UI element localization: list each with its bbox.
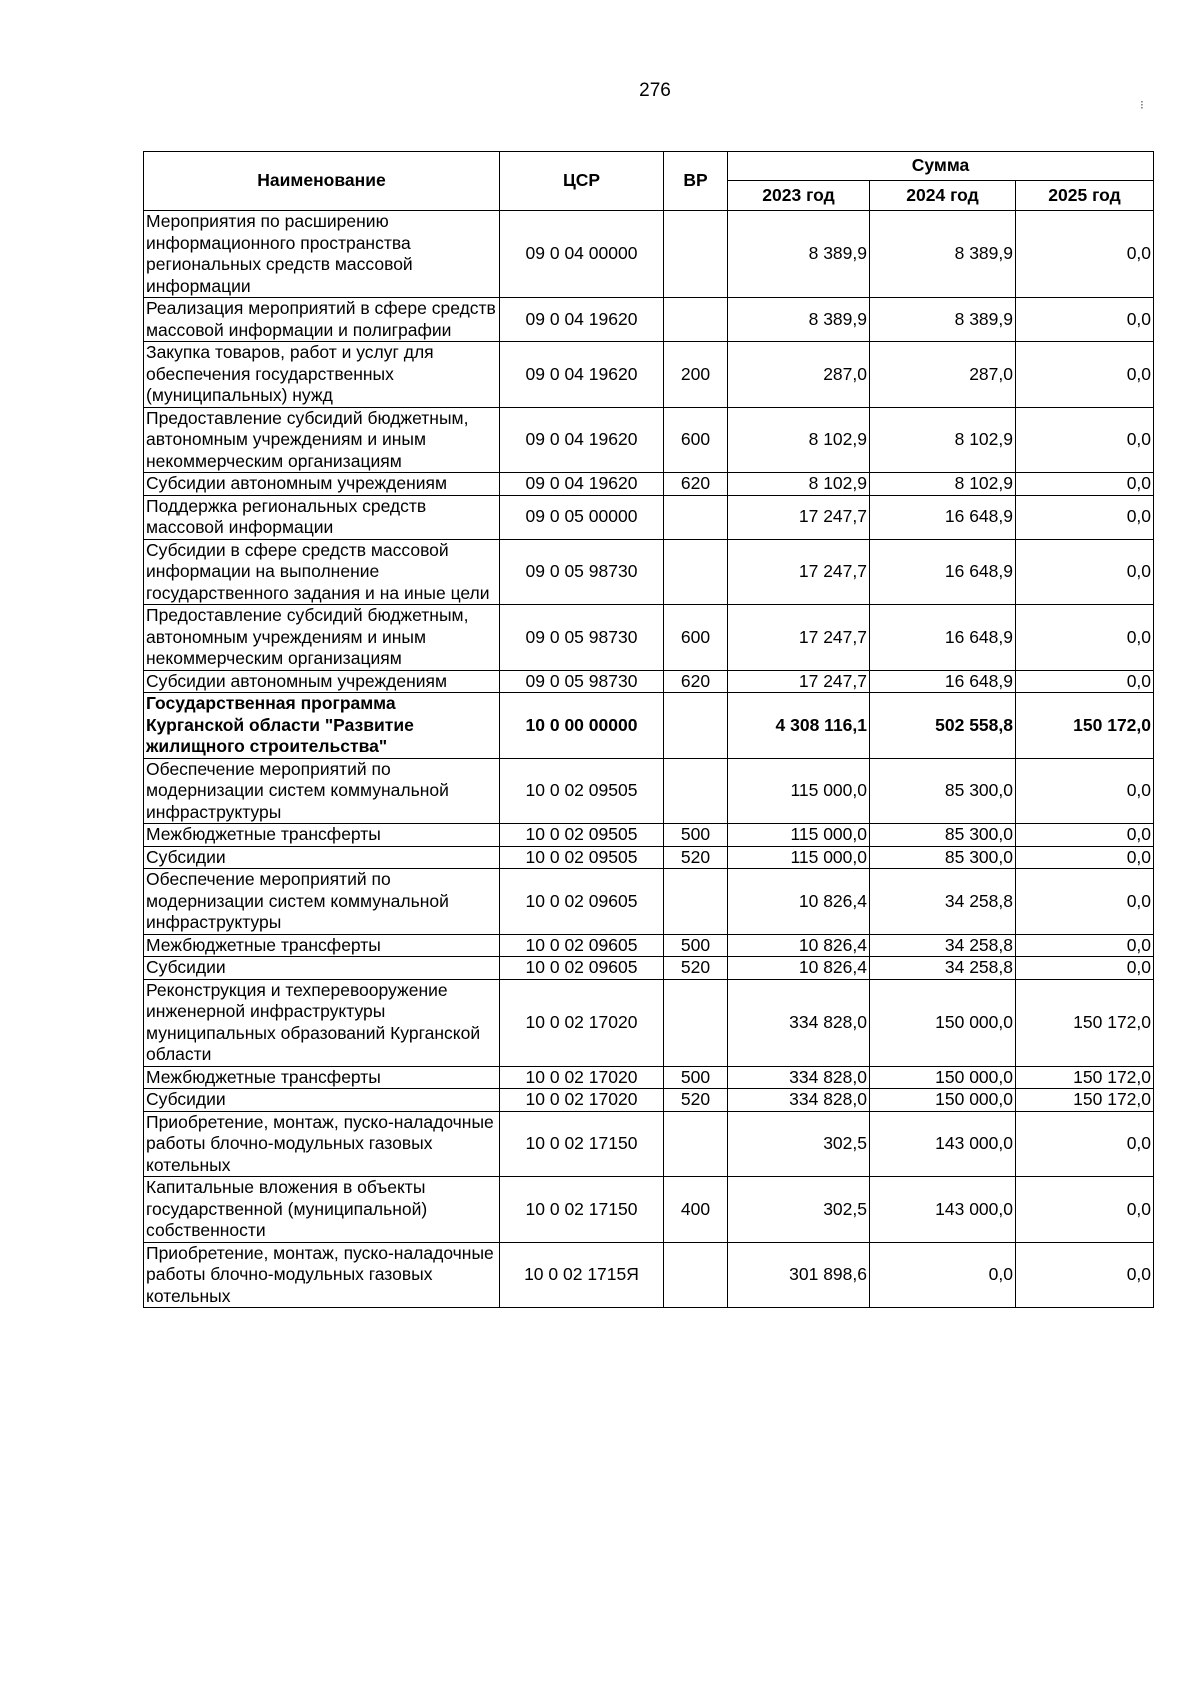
table-row	[144, 407, 1154, 473]
row-vr: 500	[664, 934, 728, 957]
row-amount-2024: 8 389,9	[870, 211, 1016, 298]
row-amount-2025: 150 172,0	[1016, 693, 1154, 759]
row-csr: 10 0 02 09505	[500, 824, 664, 847]
row-name: Межбюджетные трансферты	[144, 934, 500, 957]
row-vr	[664, 693, 728, 759]
row-amount-2023: 334 828,0	[728, 1089, 870, 1112]
row-csr: 09 0 05 00000	[500, 495, 664, 539]
scan-speck: ⁝	[1140, 98, 1144, 112]
row-name: Субсидии	[144, 1089, 500, 1112]
row-csr: 09 0 04 19620	[500, 473, 664, 496]
header-year-2025: 2025 год	[1016, 181, 1154, 211]
row-amount-2023: 17 247,7	[728, 495, 870, 539]
row-amount-2025: 0,0	[1016, 824, 1154, 847]
row-amount-2024: 8 102,9	[870, 407, 1016, 473]
row-amount-2024: 143 000,0	[870, 1111, 1016, 1177]
table-row	[144, 957, 1154, 980]
row-vr: 620	[664, 670, 728, 693]
table-row	[144, 1089, 1154, 1112]
table-row	[144, 693, 1154, 759]
row-name: Государственная программа Курганской области "Развитие жилищного строительства"	[144, 693, 500, 759]
table-row	[144, 1111, 1154, 1177]
row-amount-2023: 10 826,4	[728, 934, 870, 957]
row-amount-2023: 115 000,0	[728, 758, 870, 824]
row-csr: 10 0 02 17020	[500, 1066, 664, 1089]
row-amount-2025: 0,0	[1016, 758, 1154, 824]
row-name: Приобретение, монтаж, пуско-наладочные работы блочно-модульных газовых котельных	[144, 1242, 500, 1308]
table-row	[144, 605, 1154, 671]
table-row	[144, 869, 1154, 935]
row-amount-2025: 0,0	[1016, 869, 1154, 935]
row-vr: 600	[664, 407, 728, 473]
table-row	[144, 670, 1154, 693]
row-name: Реконструкция и техперевооружение инженерной инфраструктуры муниципальных образований Курганской области	[144, 979, 500, 1066]
row-amount-2024: 16 648,9	[870, 539, 1016, 605]
row-amount-2025: 0,0	[1016, 1242, 1154, 1308]
row-amount-2023: 115 000,0	[728, 846, 870, 869]
row-vr: 520	[664, 1089, 728, 1112]
row-csr: 10 0 02 17150	[500, 1177, 664, 1243]
row-name: Реализация мероприятий в сфере средств массовой информации и полиграфии	[144, 298, 500, 342]
row-amount-2023: 8 389,9	[728, 298, 870, 342]
row-vr: 520	[664, 957, 728, 980]
row-amount-2024: 34 258,8	[870, 869, 1016, 935]
row-csr: 10 0 02 09605	[500, 934, 664, 957]
row-amount-2024: 16 648,9	[870, 670, 1016, 693]
header-vr: ВР	[664, 152, 728, 211]
row-vr	[664, 495, 728, 539]
row-vr	[664, 298, 728, 342]
table-row	[144, 211, 1154, 298]
table-row	[144, 473, 1154, 496]
row-name: Субсидии	[144, 846, 500, 869]
row-amount-2024: 8 389,9	[870, 298, 1016, 342]
table-row	[144, 758, 1154, 824]
row-amount-2023: 17 247,7	[728, 539, 870, 605]
row-vr: 400	[664, 1177, 728, 1243]
row-amount-2023: 287,0	[728, 342, 870, 408]
row-amount-2023: 8 102,9	[728, 473, 870, 496]
row-csr: 10 0 02 09505	[500, 846, 664, 869]
row-name: Предоставление субсидий бюджетным, автономным учреждениям и иным некоммерческим организациям	[144, 407, 500, 473]
row-csr: 09 0 05 98730	[500, 539, 664, 605]
row-amount-2023: 334 828,0	[728, 979, 870, 1066]
row-amount-2025: 0,0	[1016, 407, 1154, 473]
budget-table	[143, 151, 1154, 1308]
row-vr: 500	[664, 824, 728, 847]
table-row	[144, 298, 1154, 342]
row-amount-2024: 16 648,9	[870, 495, 1016, 539]
row-amount-2025: 0,0	[1016, 495, 1154, 539]
row-amount-2025: 0,0	[1016, 1111, 1154, 1177]
row-csr: 10 0 02 09605	[500, 957, 664, 980]
row-amount-2023: 8 102,9	[728, 407, 870, 473]
row-name: Межбюджетные трансферты	[144, 824, 500, 847]
row-amount-2025: 0,0	[1016, 605, 1154, 671]
row-vr	[664, 1242, 728, 1308]
row-amount-2023: 17 247,7	[728, 605, 870, 671]
row-csr: 09 0 05 98730	[500, 605, 664, 671]
row-csr: 10 0 02 17150	[500, 1111, 664, 1177]
header-name: Наименование	[144, 152, 500, 211]
table-row	[144, 495, 1154, 539]
row-vr: 200	[664, 342, 728, 408]
row-amount-2025: 150 172,0	[1016, 979, 1154, 1066]
row-amount-2025: 150 172,0	[1016, 1066, 1154, 1089]
row-amount-2023: 334 828,0	[728, 1066, 870, 1089]
row-name: Приобретение, монтаж, пуско-наладочные работы блочно-модульных газовых котельных	[144, 1111, 500, 1177]
row-amount-2024: 85 300,0	[870, 824, 1016, 847]
row-amount-2023: 302,5	[728, 1177, 870, 1243]
row-amount-2025: 0,0	[1016, 846, 1154, 869]
table-row	[144, 342, 1154, 408]
row-amount-2024: 150 000,0	[870, 1089, 1016, 1112]
row-csr: 09 0 04 00000	[500, 211, 664, 298]
row-amount-2023: 17 247,7	[728, 670, 870, 693]
table-row	[144, 539, 1154, 605]
row-csr: 09 0 05 98730	[500, 670, 664, 693]
row-vr	[664, 1111, 728, 1177]
row-vr: 620	[664, 473, 728, 496]
row-csr: 10 0 00 00000	[500, 693, 664, 759]
row-csr: 10 0 02 17020	[500, 979, 664, 1066]
row-amount-2025: 0,0	[1016, 342, 1154, 408]
row-amount-2024: 85 300,0	[870, 846, 1016, 869]
row-amount-2024: 143 000,0	[870, 1177, 1016, 1243]
row-amount-2023: 8 389,9	[728, 211, 870, 298]
row-name: Предоставление субсидий бюджетным, автономным учреждениям и иным некоммерческим организациям	[144, 605, 500, 671]
row-amount-2025: 0,0	[1016, 670, 1154, 693]
page-number: 276	[639, 80, 671, 101]
row-vr	[664, 211, 728, 298]
row-name: Мероприятия по расширению информационного пространства региональных средств массовой информации	[144, 211, 500, 298]
row-amount-2023: 115 000,0	[728, 824, 870, 847]
table-row	[144, 824, 1154, 847]
row-name: Субсидии автономным учреждениям	[144, 473, 500, 496]
row-name: Субсидии в сфере средств массовой информации на выполнение государственного задания и на иные цели	[144, 539, 500, 605]
row-amount-2025: 150 172,0	[1016, 1089, 1154, 1112]
row-amount-2024: 150 000,0	[870, 979, 1016, 1066]
row-vr: 500	[664, 1066, 728, 1089]
row-name: Закупка товаров, работ и услуг для обеспечения государственных (муниципальных) нужд	[144, 342, 500, 408]
table-body	[144, 211, 1154, 1308]
row-amount-2025: 0,0	[1016, 1177, 1154, 1243]
row-vr	[664, 869, 728, 935]
row-csr: 10 0 02 17020	[500, 1089, 664, 1112]
row-name: Обеспечение мероприятий по модернизации систем коммунальной инфраструктуры	[144, 869, 500, 935]
table-row	[144, 979, 1154, 1066]
row-csr: 09 0 04 19620	[500, 298, 664, 342]
row-amount-2024: 34 258,8	[870, 934, 1016, 957]
row-amount-2024: 8 102,9	[870, 473, 1016, 496]
row-amount-2024: 502 558,8	[870, 693, 1016, 759]
row-name: Межбюджетные трансферты	[144, 1066, 500, 1089]
row-name: Капитальные вложения в объекты государственной (муниципальной) собственности	[144, 1177, 500, 1243]
row-amount-2025: 0,0	[1016, 473, 1154, 496]
row-amount-2023: 302,5	[728, 1111, 870, 1177]
row-amount-2023: 10 826,4	[728, 957, 870, 980]
header-csr: ЦСР	[500, 152, 664, 211]
row-csr: 09 0 04 19620	[500, 407, 664, 473]
header-sum: Сумма	[728, 152, 1154, 181]
row-amount-2024: 287,0	[870, 342, 1016, 408]
row-vr: 520	[664, 846, 728, 869]
row-amount-2025: 0,0	[1016, 934, 1154, 957]
row-amount-2024: 0,0	[870, 1242, 1016, 1308]
table-row	[144, 846, 1154, 869]
row-amount-2023: 10 826,4	[728, 869, 870, 935]
row-csr: 10 0 02 1715Я	[500, 1242, 664, 1308]
row-csr: 10 0 02 09605	[500, 869, 664, 935]
row-csr: 09 0 04 19620	[500, 342, 664, 408]
row-csr: 10 0 02 09505	[500, 758, 664, 824]
row-name: Субсидии	[144, 957, 500, 980]
row-amount-2024: 85 300,0	[870, 758, 1016, 824]
row-amount-2024: 34 258,8	[870, 957, 1016, 980]
row-vr: 600	[664, 605, 728, 671]
row-vr	[664, 758, 728, 824]
row-amount-2023: 4 308 116,1	[728, 693, 870, 759]
table-row	[144, 1066, 1154, 1089]
row-name: Поддержка региональных средств массовой информации	[144, 495, 500, 539]
table-row	[144, 934, 1154, 957]
header-year-2024: 2024 год	[870, 181, 1016, 211]
row-amount-2025: 0,0	[1016, 211, 1154, 298]
row-amount-2023: 301 898,6	[728, 1242, 870, 1308]
row-amount-2025: 0,0	[1016, 957, 1154, 980]
row-name: Субсидии автономным учреждениям	[144, 670, 500, 693]
row-vr	[664, 539, 728, 605]
row-amount-2025: 0,0	[1016, 298, 1154, 342]
row-amount-2025: 0,0	[1016, 539, 1154, 605]
header-year-2023: 2023 год	[728, 181, 870, 211]
row-name: Обеспечение мероприятий по модернизации систем коммунальной инфраструктуры	[144, 758, 500, 824]
table-header	[144, 152, 1154, 211]
row-vr	[664, 979, 728, 1066]
table-row	[144, 1177, 1154, 1243]
row-amount-2024: 16 648,9	[870, 605, 1016, 671]
table-row	[144, 1242, 1154, 1308]
row-amount-2024: 150 000,0	[870, 1066, 1016, 1089]
